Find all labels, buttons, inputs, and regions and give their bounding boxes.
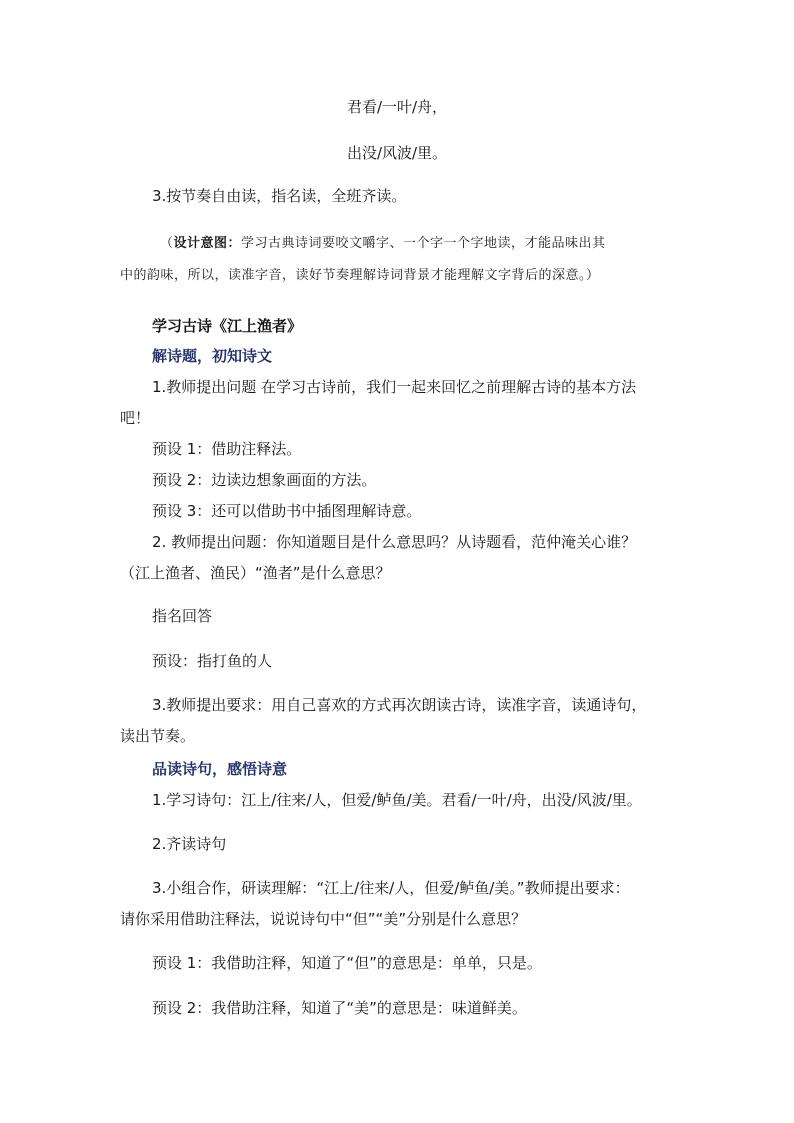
question-3-line-2: 读出节奏。 (120, 727, 196, 745)
poem-line-2: 出没/风波/里。 (346, 144, 448, 162)
design-note-label: 设计意图： (173, 236, 242, 251)
section-title: 学习古诗《江上渔者》 (152, 317, 303, 335)
design-note-line-2: 中的韵味，所以，读准字音，读好节奏理解诗词背景才能理解文字背后的深意。） (120, 268, 600, 283)
preset-3: 预设 3：还可以借助书中插图理解诗意。 (152, 502, 422, 520)
section2-preset-2: 预设 2：我借助注释，知道了“美”的意思是：味道鲜美。 (152, 999, 527, 1017)
section2-preset-1: 预设 1：我借助注释，知道了“但”的意思是：单单，只是。 (152, 954, 542, 972)
question-1-line-1: 1.教师提出问题 在学习古诗前，我们一起来回忆之前理解古诗的基本方法 (152, 378, 637, 396)
section2-item-1: 1.学习诗句：江上/往来/人，但爱/鲈鱼/美。君看/一叶/舟，出没/风波/里。 (152, 791, 642, 809)
preset-fisher: 预设：指打鱼的人 (152, 652, 273, 670)
question-1-line-2: 吧！ (120, 409, 151, 427)
subsection-title-1: 解诗题，初知诗文 (152, 347, 273, 365)
subsection-title-2: 品读诗句，感悟诗意 (152, 760, 288, 778)
poem-line-1: 君看/一叶/舟， (346, 98, 448, 116)
design-note-line-1 (160, 234, 606, 254)
question-3-line-1: 3.教师提出要求：用自己喜欢的方式再次朗读古诗，读准字音，读通诗句， (152, 696, 647, 714)
question-2-line-1: 2. 教师提出问题：你知道题目是什么意思吗？从诗题看，范仲淹关心谁？ (152, 533, 637, 551)
section2-item-3-line-2: 请你采用借助注释法，说说诗句中“但”“美”分别是什么意思？ (120, 910, 527, 928)
name-answer: 指名回答 (152, 607, 213, 625)
step-3-instruction: 3.按节奏自由读，指名读，全班齐读。 (152, 187, 407, 205)
design-note-text-1: 学习古典诗词要咬文嚼字、一个字一个字地读，才能品味出其 (241, 236, 606, 251)
design-note-open-paren: （ (160, 236, 174, 251)
preset-1: 预设 1：借助注释法。 (152, 440, 302, 458)
section2-item-2: 2.齐读诗句 (152, 835, 227, 853)
question-2-line-2: （江上渔者、渔民）“渔者”是什么意思？ (120, 564, 391, 582)
section2-item-3-line-1: 3.小组合作，研读理解：“江上/往来/人，但爱/鲈鱼/美。”教师提出要求： (152, 879, 630, 897)
preset-2: 预设 2：边读边想象画面的方法。 (152, 471, 377, 489)
